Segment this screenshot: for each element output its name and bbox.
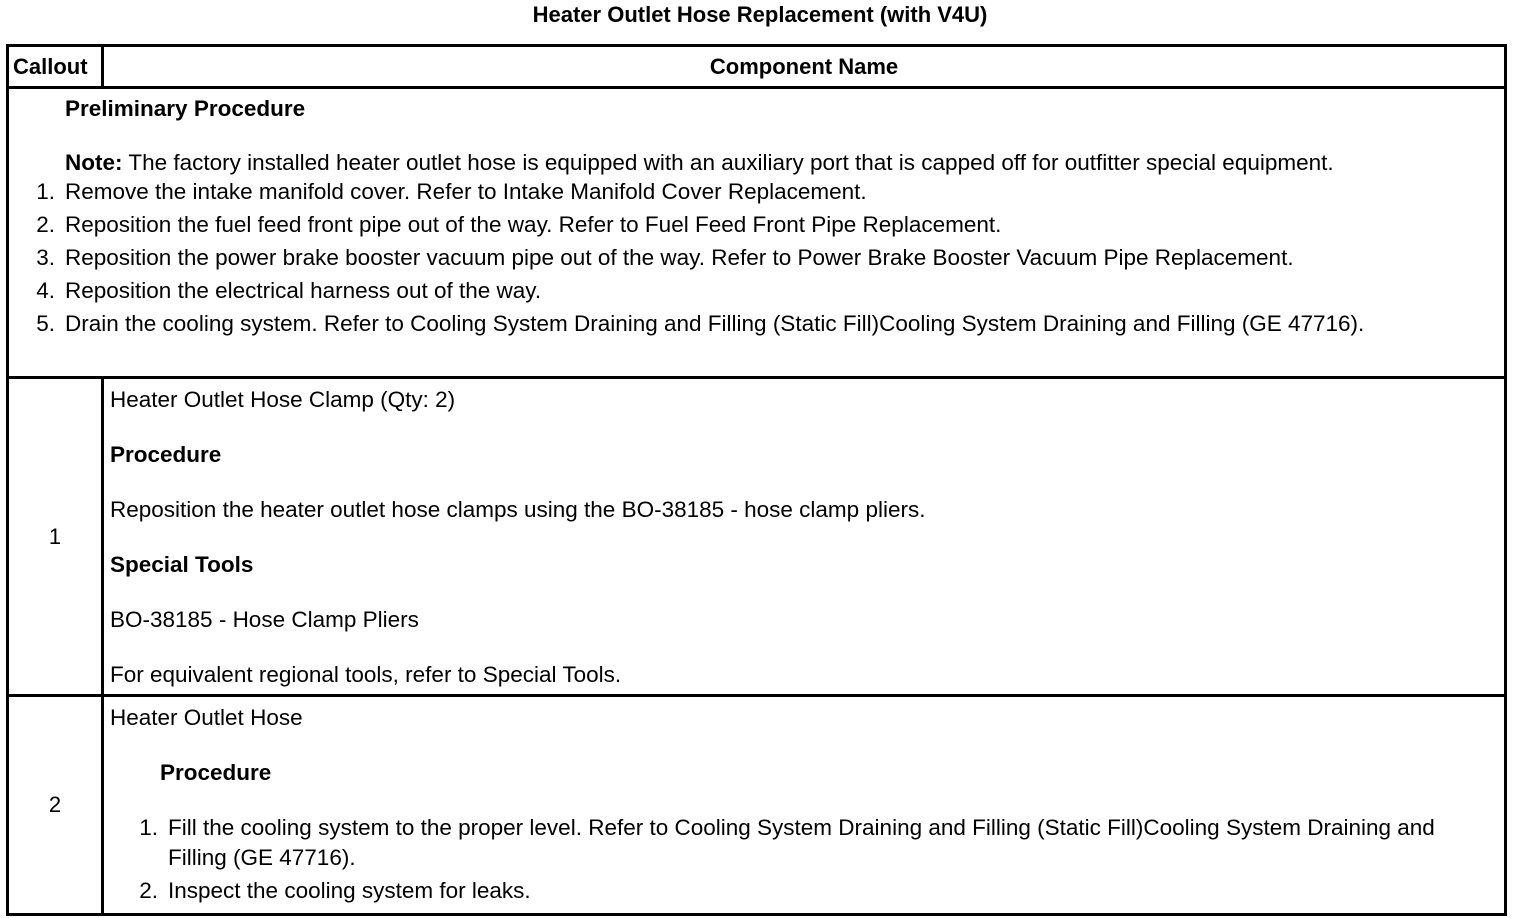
table-row: [8, 696, 1506, 915]
procedure-heading: Procedure: [160, 760, 272, 785]
component-name: Heater Outlet Hose: [110, 705, 303, 730]
callout-number: 2: [8, 696, 103, 915]
list-item: [27, 210, 1492, 240]
document-title: Heater Outlet Hose Replacement (with V4U): [532, 2, 988, 27]
component-cell: [103, 378, 1506, 696]
list-item: [27, 276, 1492, 306]
list-item: [128, 813, 1498, 873]
note-label: Note:: [65, 150, 123, 175]
header-callout: Callout: [8, 46, 103, 88]
step-number: 1.: [139, 815, 158, 840]
special-tools-text: BO-38185 - Hose Clamp Pliers: [110, 607, 419, 632]
step-text: Reposition the power brake booster vacuum pipe out of the way. Refer to Power Brake Booster Vacuum Pipe Replacement.: [65, 245, 1294, 270]
step-number: 2.: [139, 878, 158, 903]
step-text: Drain the cooling system. Refer to Cooling System Draining and Filling (Static Fill)Cooling System Draining and Filling (GE 47716).: [65, 311, 1365, 336]
step-text: Fill the cooling system to the proper level. Refer to Cooling System Draining and Filling (Static Fill)Cooling System Draining and Filling (GE 47716).: [168, 815, 1435, 870]
special-tools-heading: Special Tools: [110, 552, 254, 577]
step-number: 5.: [36, 311, 55, 336]
procedure-heading: Procedure: [110, 442, 222, 467]
step-text: Reposition the fuel feed front pipe out of the way. Refer to Fuel Feed Front Pipe Replacement.: [65, 212, 1002, 237]
preliminary-heading: Preliminary Procedure: [65, 96, 306, 121]
preliminary-row: [8, 88, 1506, 378]
list-item: [27, 243, 1492, 273]
special-tools-note: For equivalent regional tools, refer to Special Tools.: [110, 662, 622, 687]
component-cell: [103, 696, 1506, 915]
procedure-steps: [116, 813, 1498, 906]
step-number: 3.: [36, 245, 55, 270]
table-row: [8, 378, 1506, 696]
header-component-name: Component Name: [103, 46, 1506, 88]
preliminary-note: [27, 149, 1492, 177]
step-number: 1.: [36, 179, 55, 204]
procedure-table: [6, 44, 1507, 916]
preliminary-cell: [8, 88, 1506, 378]
list-item: [27, 309, 1492, 339]
step-number: 4.: [36, 278, 55, 303]
step-text: Inspect the cooling system for leaks.: [168, 878, 531, 903]
step-number: 2.: [36, 212, 55, 237]
step-text: Reposition the electrical harness out of the way.: [65, 278, 542, 303]
list-item: [128, 876, 1498, 906]
list-item: [27, 177, 1492, 207]
step-text: Remove the intake manifold cover. Refer to Intake Manifold Cover Replacement.: [65, 179, 867, 204]
component-name: Heater Outlet Hose Clamp (Qty: 2): [110, 387, 456, 412]
note-text: The factory installed heater outlet hose is equipped with an auxiliary port that is capped off for outfitter special equipment.: [122, 150, 1334, 175]
procedure-text: Reposition the heater outlet hose clamps using the BO-38185 - hose clamp pliers.: [110, 497, 926, 522]
preliminary-steps: [27, 177, 1492, 339]
table-header-row: [8, 46, 1506, 88]
callout-number: 1: [8, 378, 103, 696]
